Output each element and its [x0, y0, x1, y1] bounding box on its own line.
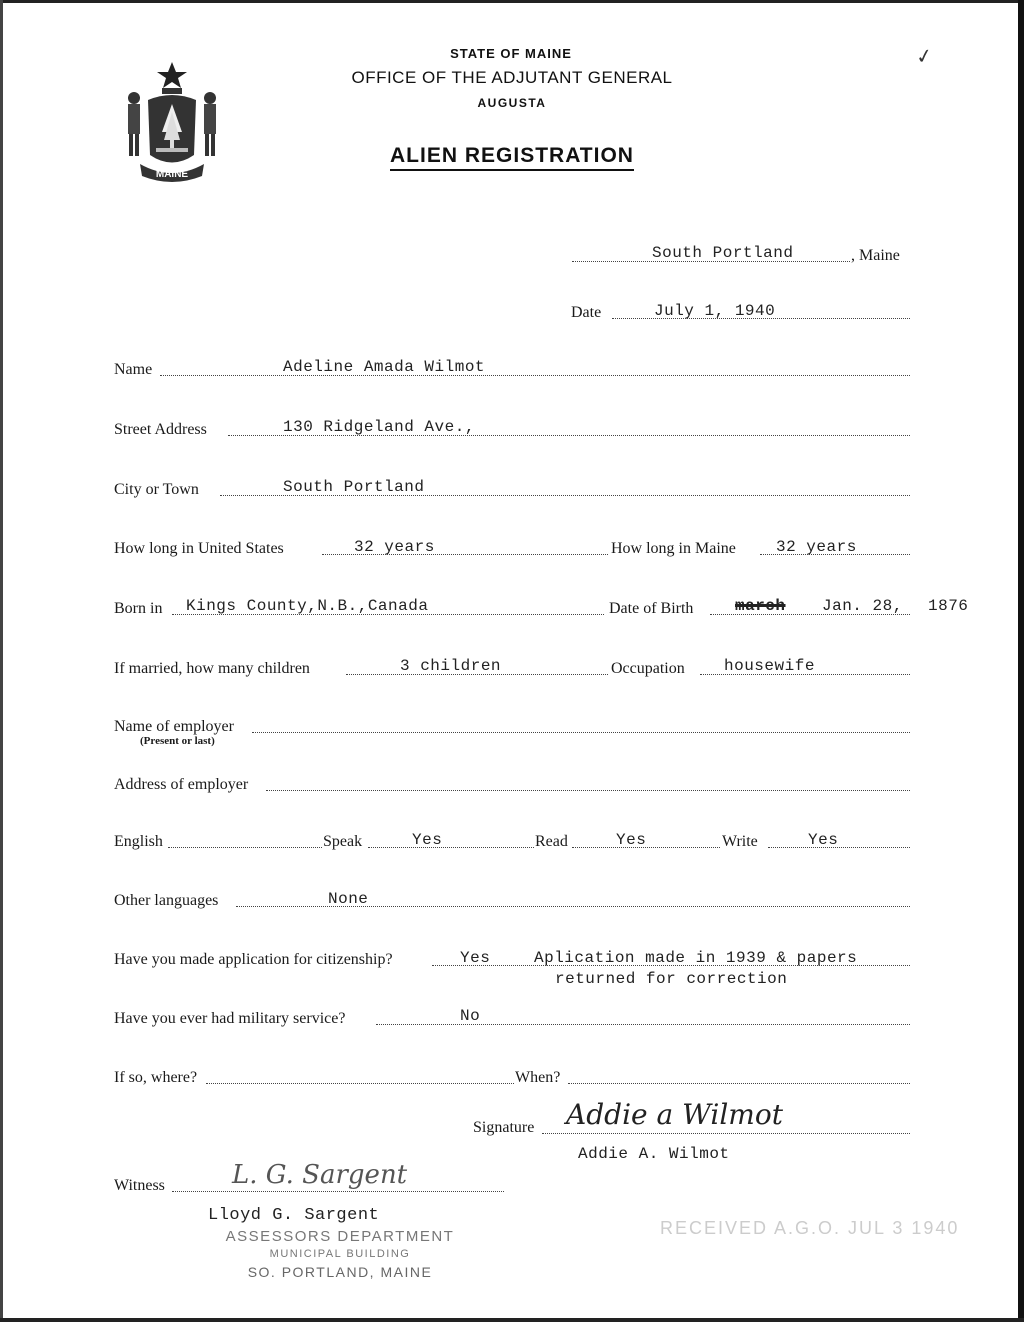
speak-line — [368, 847, 534, 848]
signature-label: Signature — [473, 1119, 535, 1136]
city-heading: AUGUSTA — [477, 96, 547, 110]
name-line — [160, 375, 910, 376]
signature-typed: Addie A. Wilmot — [578, 1145, 730, 1163]
dob-struck-value: march — [735, 597, 786, 615]
born-in-label: Born in — [114, 600, 163, 617]
place-suffix: , Maine — [851, 247, 900, 264]
received-stamp: RECEIVED A.G.O. JUL 3 1940 — [660, 1218, 960, 1238]
english-line — [168, 847, 322, 848]
border-left — [0, 0, 3, 1322]
english-label: English — [114, 833, 163, 850]
stamp-line-1: ASSESSORS DEPARTMENT — [225, 1228, 455, 1245]
border-right — [1018, 0, 1024, 1322]
city-value: South Portland — [283, 478, 425, 496]
street-value: 130 Ridgeland Ave., — [283, 418, 475, 436]
read-value: Yes — [616, 831, 647, 849]
how-long-us-value: 32 years — [354, 538, 435, 556]
military-label: Have you ever had military service? — [114, 1010, 346, 1027]
dob-year: 1876 — [928, 597, 969, 615]
employer-name-sublabel: (Present or last) — [140, 735, 215, 747]
citizenship-note-2: returned for correction — [555, 970, 788, 988]
date-label: Date — [571, 304, 602, 321]
born-in-value: Kings County,N.B.,Canada — [186, 597, 429, 615]
stamp-line-2: MUNICIPAL BUILDING — [269, 1248, 411, 1260]
children-value: 3 children — [400, 657, 502, 675]
name-label: Name — [114, 361, 153, 378]
date-value: July 1, 1940 — [654, 302, 776, 320]
where-label: If so, where? — [114, 1069, 198, 1086]
witness-line — [172, 1191, 504, 1192]
read-label: Read — [535, 833, 568, 850]
dob-value: Jan. 28, — [822, 597, 903, 615]
seal-text: MAINE — [155, 169, 189, 180]
form-title — [0, 144, 1024, 168]
border-bottom — [0, 1318, 1024, 1322]
write-value: Yes — [808, 831, 839, 849]
citizenship-value: Yes — [460, 949, 491, 967]
stamp-line-3: SO. PORTLAND, MAINE — [247, 1264, 433, 1280]
other-languages-value: None — [328, 890, 369, 908]
border-top — [0, 0, 1024, 3]
city-label: City or Town — [114, 481, 199, 498]
write-line — [768, 847, 910, 848]
employer-address-label: Address of employer — [114, 776, 249, 793]
state-heading: STATE OF MAINE — [450, 46, 572, 61]
signature-line — [542, 1133, 910, 1134]
other-languages-label: Other languages — [114, 892, 219, 909]
occupation-value: housewife — [724, 657, 815, 675]
write-label: Write — [722, 833, 758, 850]
occupation-label: Occupation — [611, 660, 685, 677]
citizenship-note-1: Aplication made in 1939 & papers — [534, 949, 858, 967]
when-label: When? — [515, 1069, 561, 1086]
children-label: If married, how many children — [114, 660, 310, 677]
check-mark-icon: ✓ — [914, 44, 935, 70]
place-value: South Portland — [652, 244, 794, 262]
speak-value: Yes — [412, 831, 443, 849]
employer-name-label: Name of employer — [114, 718, 234, 735]
employer-name-line — [252, 732, 910, 733]
how-long-us-label: How long in United States — [114, 540, 284, 557]
where-line — [206, 1083, 514, 1084]
signature-handwritten: Addie a Wilmot — [566, 1098, 783, 1131]
employer-address-line — [266, 790, 910, 791]
speak-label: Speak — [323, 833, 363, 850]
name-value: Adeline Amada Wilmot — [283, 358, 486, 376]
form-title-text: ALIEN REGISTRATION — [390, 144, 634, 171]
witness-handwritten: L. G. Sargent — [232, 1160, 408, 1190]
office-heading: OFFICE OF THE ADJUTANT GENERAL — [351, 68, 673, 87]
how-long-maine-value: 32 years — [776, 538, 857, 556]
witness-typed: Lloyd G. Sargent — [208, 1206, 380, 1225]
how-long-maine-label: How long in Maine — [611, 540, 736, 557]
military-value: No — [460, 1007, 481, 1025]
military-line — [376, 1024, 910, 1025]
citizenship-label: Have you made application for citizenship? — [114, 951, 393, 968]
witness-label: Witness — [114, 1177, 165, 1194]
when-line — [568, 1083, 910, 1084]
street-label: Street Address — [114, 421, 207, 438]
dob-label: Date of Birth — [609, 600, 694, 617]
